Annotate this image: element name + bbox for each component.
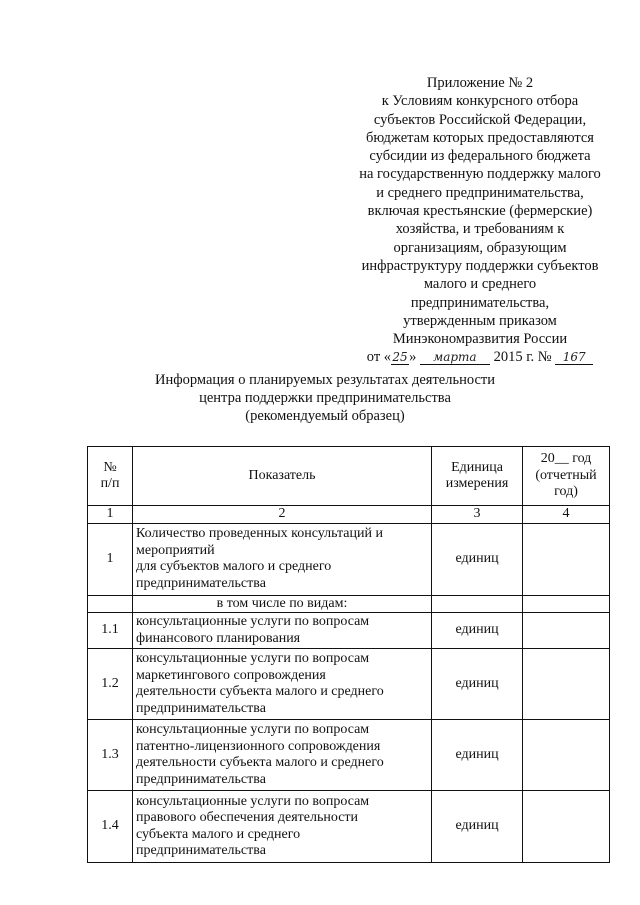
order-year: 2015 г. № (493, 349, 552, 366)
row-indicator: консультационные услуги по вопросам маркетингового сопровождения деятельности субъекта малого и среднего предпринимательства (133, 649, 432, 720)
title-line: (рекомендуемый образец) (245, 408, 405, 424)
appendix-line: хозяйства, и требованиям к (395, 221, 565, 238)
row-indicator: консультационные услуги по вопросам финансового планирования (133, 613, 432, 649)
row-unit: единиц (432, 613, 523, 649)
header-num: № п/п (88, 447, 133, 506)
appendix-line: субъектов Российской Федерации, (373, 111, 587, 128)
results-table (87, 446, 610, 863)
row-value (523, 720, 610, 791)
row-value (523, 649, 610, 720)
header-year: 20__ год (отчетный год) (523, 447, 610, 506)
row-value (523, 613, 610, 649)
appendix-block (330, 74, 630, 367)
order-mid: » (409, 349, 417, 366)
order-number: 167 (555, 350, 593, 365)
title-line: центра поддержки предпринимательства (199, 390, 451, 406)
row-unit: единиц (432, 523, 523, 595)
column-number-row (88, 506, 610, 524)
appendix-line: и среднего предпринимательства, (376, 184, 584, 201)
row-number: 1 (88, 523, 133, 595)
row-indicator: Количество проведенных консультаций и мероприятий для субъектов малого и среднего предпринимательства (133, 523, 432, 595)
appendix-line: включая крестьянские (фермерские) (367, 203, 593, 220)
order-month: марта (420, 350, 490, 365)
table-row (88, 720, 610, 791)
column-number: 1 (88, 506, 133, 524)
row-number: 1.2 (88, 649, 133, 720)
row-indicator: консультационные услуги по вопросам патентно-лицензионного сопровождения деятельности субъекта малого и среднего предпринимательства (133, 720, 432, 791)
appendix-line: субсидии из федерального бюджета (369, 148, 591, 165)
appendix-line: Минэкономразвития России (392, 331, 568, 348)
order-reference (330, 348, 630, 366)
row-number: 1.1 (88, 613, 133, 649)
order-prefix: от « (366, 349, 392, 366)
row-value (523, 791, 610, 863)
table-row (88, 791, 610, 863)
appendix-line: инфраструктуру поддержки субъектов (361, 257, 599, 274)
header-indicator: Показатель (133, 447, 432, 506)
row-unit: единиц (432, 720, 523, 791)
table-header-row (88, 447, 610, 506)
appendix-line: бюджетам которых предоставляются (366, 129, 594, 146)
document-title (150, 371, 500, 425)
row-number: 1.4 (88, 791, 133, 863)
order-day: 25 (392, 350, 408, 365)
title-line: Информация о планируемых результатах деятельности (154, 372, 495, 388)
subheading-row (88, 595, 610, 613)
subheading-text: в том числе по видам: (133, 595, 432, 613)
column-number: 4 (523, 506, 610, 524)
appendix-line: предпринимательства, (410, 294, 550, 311)
column-number: 2 (133, 506, 432, 524)
appendix-line: на государственную поддержку малого (359, 166, 601, 183)
row-unit: единиц (432, 649, 523, 720)
appendix-line: утвержденным приказом (403, 312, 557, 329)
row-unit: единиц (432, 791, 523, 863)
header-unit: Единица измерения (432, 447, 523, 506)
table-row (88, 649, 610, 720)
appendix-line: Приложение № 2 (426, 75, 534, 91)
table-row (88, 613, 610, 649)
appendix-line: к Условиям конкурсного отбора (381, 93, 579, 110)
table-row (88, 523, 610, 595)
column-number: 3 (432, 506, 523, 524)
appendix-line: малого и среднего (423, 276, 537, 293)
row-number: 1.3 (88, 720, 133, 791)
row-indicator: консультационные услуги по вопросам правового обеспечения деятельности субъекта малого и среднего предпринимательства (133, 791, 432, 863)
appendix-line: организациям, образующим (393, 239, 567, 256)
row-value (523, 523, 610, 595)
